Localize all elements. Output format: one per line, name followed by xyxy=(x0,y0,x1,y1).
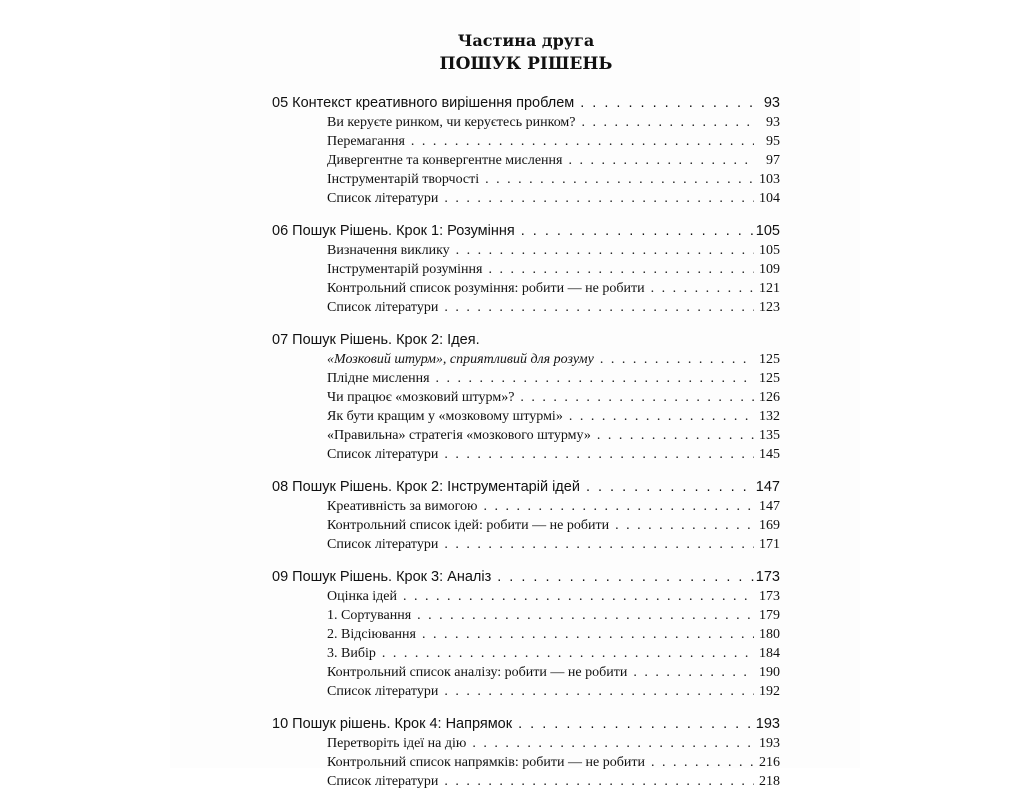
dot-leader xyxy=(497,568,754,587)
subsection-entry[interactable] xyxy=(272,663,780,682)
dot-leader xyxy=(403,587,754,606)
subsection-page-number: 95 xyxy=(766,134,780,149)
dot-leader xyxy=(444,189,754,208)
chapter-page-number: 105 xyxy=(755,223,780,239)
subsection-title: Список літератури xyxy=(327,537,439,552)
chapter-block xyxy=(272,94,780,208)
chapter-entry[interactable] xyxy=(272,478,780,497)
dot-leader xyxy=(600,350,754,369)
subsection-page-number: 169 xyxy=(759,518,780,533)
subsection-title: «Мозковий штурм», сприятливий для розуму xyxy=(327,352,594,367)
chapter-block xyxy=(272,715,780,791)
chapter-block xyxy=(272,478,780,554)
subsection-page-number: 135 xyxy=(759,428,780,443)
subsection-page-number: 147 xyxy=(759,499,780,514)
subsection-entry[interactable] xyxy=(272,298,780,317)
subsection-page-number: 93 xyxy=(766,115,780,130)
subsection-title: Список літератури xyxy=(327,191,439,206)
dot-leader xyxy=(422,625,754,644)
subsection-title: Дивергентне та конвергентне мислення xyxy=(327,153,563,168)
dot-leader xyxy=(444,682,754,701)
subsection-page-number: 190 xyxy=(759,665,780,680)
subsection-page-number: 109 xyxy=(759,262,780,277)
chapter-page-number: 147 xyxy=(755,479,780,495)
dot-leader xyxy=(518,715,754,734)
dot-leader xyxy=(569,407,754,426)
dot-leader xyxy=(444,772,754,791)
subsection-page-number: 104 xyxy=(759,191,780,206)
chapter-entry[interactable] xyxy=(272,222,780,241)
subsection-entry[interactable] xyxy=(272,606,780,625)
subsection-entry[interactable] xyxy=(272,644,780,663)
chapter-entry[interactable] xyxy=(272,94,780,113)
subsection-title: Ви керуєте ринком, чи керуєтесь ринком? xyxy=(327,115,576,130)
chapter-title: 06 Пошук Рішень. Крок 1: Розуміння xyxy=(272,223,515,239)
subsection-entry[interactable] xyxy=(272,132,780,151)
subsection-page-number: 123 xyxy=(759,300,780,315)
table-of-contents xyxy=(272,30,780,805)
dot-leader xyxy=(580,94,754,113)
dot-leader xyxy=(586,478,754,497)
chapter-entry[interactable] xyxy=(272,715,780,734)
subsection-entry[interactable] xyxy=(272,772,780,791)
subsection-entry[interactable] xyxy=(272,734,780,753)
subsection-title: Список літератури xyxy=(327,774,439,789)
subsection-entry[interactable] xyxy=(272,587,780,606)
subsection-page-number: 121 xyxy=(759,281,780,296)
dot-leader xyxy=(417,606,754,625)
subsection-page-number: 97 xyxy=(766,153,780,168)
dot-leader xyxy=(382,644,754,663)
chapter-block xyxy=(272,222,780,317)
subsection-entry[interactable] xyxy=(272,369,780,388)
subsection-entry[interactable] xyxy=(272,535,780,554)
chapter-title: 10 Пошук рішень. Крок 4: Напрямок xyxy=(272,716,513,732)
subsection-title: 2. Відсіювання xyxy=(327,627,416,642)
subsection-entry[interactable] xyxy=(272,445,780,464)
subsection-entry[interactable] xyxy=(272,682,780,701)
chapter-title: 08 Пошук Рішень. Крок 2: Інструментарій ідей xyxy=(272,479,580,495)
subsection-title: Перетворіть ідеї на дію xyxy=(327,736,467,751)
subsection-page-number: 184 xyxy=(759,646,780,661)
subsection-page-number: 171 xyxy=(759,537,780,552)
subsection-title: Визначення виклику xyxy=(327,243,450,258)
subsection-page-number: 179 xyxy=(759,608,780,623)
subsection-page-number: 218 xyxy=(759,774,780,789)
subsection-page-number: 216 xyxy=(759,755,780,770)
section-title: ПОШУК РІШЕНЬ xyxy=(439,54,613,74)
subsection-title: Плідне мислення xyxy=(327,371,430,386)
subsection-title: Як бути кращим у «мозковому штурмі» xyxy=(327,409,563,424)
subsection-page-number: 126 xyxy=(759,390,780,405)
dot-leader xyxy=(411,132,754,151)
subsection-entry[interactable] xyxy=(272,279,780,298)
dot-leader xyxy=(651,753,754,772)
dot-leader xyxy=(633,663,754,682)
dot-leader xyxy=(444,535,754,554)
subsection-entry[interactable] xyxy=(272,516,780,535)
subsection-page-number: 173 xyxy=(759,589,780,604)
subsection-entry[interactable] xyxy=(272,753,780,772)
subsection-page-number: 145 xyxy=(759,447,780,462)
dot-leader xyxy=(521,222,754,241)
subsection-entry[interactable] xyxy=(272,241,780,260)
chapter-entry[interactable] xyxy=(272,331,780,350)
subsection-entry[interactable] xyxy=(272,426,780,445)
subsection-entry[interactable] xyxy=(272,350,780,369)
dot-leader xyxy=(615,516,754,535)
chapter-page-number: 93 xyxy=(763,95,780,111)
subsection-page-number: 132 xyxy=(759,409,780,424)
subsection-title: Список літератури xyxy=(327,684,439,699)
chapter-block xyxy=(272,568,780,701)
subsection-entry[interactable] xyxy=(272,151,780,170)
subsection-title: Контрольний список аналізу: робити — не робити xyxy=(327,665,628,680)
dot-leader xyxy=(444,298,754,317)
dot-leader xyxy=(651,279,754,298)
subsection-title: Список літератури xyxy=(327,300,439,315)
subsection-page-number: 192 xyxy=(759,684,780,699)
part-title: Частина друга xyxy=(457,31,595,50)
chapter-page-number: 173 xyxy=(755,569,780,585)
subsection-title: Креативність за вимогою xyxy=(327,499,478,514)
subsection-title: Оцінка ідей xyxy=(327,589,398,604)
chapter-block xyxy=(272,331,780,464)
subsection-title: «Правильна» стратегія «мозкового штурму» xyxy=(327,428,591,443)
subsection-entry[interactable] xyxy=(272,388,780,407)
dot-leader xyxy=(456,241,754,260)
dot-leader xyxy=(485,170,754,189)
subsection-title: Чи працює «мозковий штурм»? xyxy=(327,390,515,405)
subsection-title: Контрольний список ідей: робити — не робити xyxy=(327,518,610,533)
subsection-title: Контрольний список напрямків: робити — не робити xyxy=(327,755,645,770)
chapter-list xyxy=(272,94,780,791)
subsection-title: Список літератури xyxy=(327,447,439,462)
dot-leader xyxy=(582,113,754,132)
subsection-title: Перемагання xyxy=(327,134,405,149)
dot-leader xyxy=(597,426,754,445)
subsection-title: 1. Сортування xyxy=(327,608,412,623)
subsection-page-number: 180 xyxy=(759,627,780,642)
chapter-entry[interactable] xyxy=(272,568,780,587)
subsection-entry[interactable] xyxy=(272,497,780,516)
chapter-page-number: 193 xyxy=(755,716,780,732)
chapter-title: 09 Пошук Рішень. Крок 3: Аналіз xyxy=(272,569,492,585)
subsection-entry[interactable] xyxy=(272,260,780,279)
subsection-page-number: 193 xyxy=(759,736,780,751)
dot-leader xyxy=(520,388,754,407)
subsection-page-number: 125 xyxy=(759,352,780,367)
subsection-title: Контрольний список розуміння: робити — не робити xyxy=(327,281,645,296)
dot-leader xyxy=(488,260,754,279)
subsection-title: Інструментарій розуміння xyxy=(327,262,483,277)
dot-leader xyxy=(436,369,754,388)
subsection-page-number: 105 xyxy=(759,243,780,258)
dot-leader xyxy=(568,151,754,170)
subsection-page-number: 103 xyxy=(759,172,780,187)
dot-leader xyxy=(444,445,754,464)
subsection-entry[interactable] xyxy=(272,189,780,208)
subsection-entry[interactable] xyxy=(272,113,780,132)
subsection-entry[interactable] xyxy=(272,170,780,189)
dot-leader xyxy=(483,497,754,516)
chapter-title: 07 Пошук Рішень. Крок 2: Ідея. xyxy=(272,332,480,348)
subsection-entry[interactable] xyxy=(272,625,780,644)
subsection-entry[interactable] xyxy=(272,407,780,426)
subsection-title: 3. Вибір xyxy=(327,646,376,661)
chapter-title: 05 Контекст креативного вирішення проблем xyxy=(272,95,575,111)
dot-leader xyxy=(472,734,754,753)
subsection-title: Інструментарій творчості xyxy=(327,172,480,187)
subsection-page-number: 125 xyxy=(759,371,780,386)
